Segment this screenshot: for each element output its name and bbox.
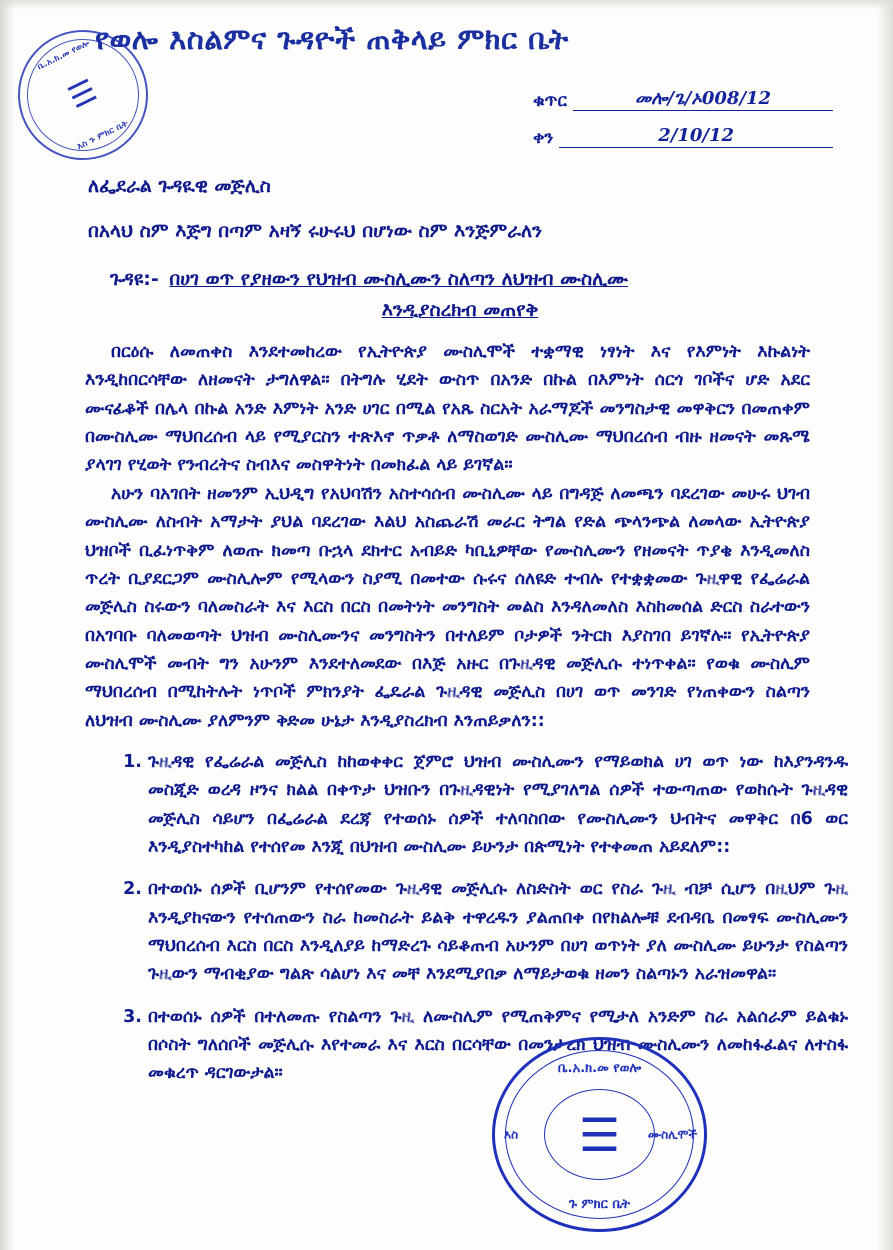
bismillah-line: በአላህ ስም እጅግ በጣም አዛኝ ሩሁሩህ በሆነው ስም እንጅምራለን (88, 220, 543, 242)
reference-date-row (533, 125, 833, 148)
body-paragraph-1 (85, 338, 810, 480)
reference-number-label: ቁጥር (533, 91, 567, 111)
stamp-left-text: እስ (504, 1127, 519, 1141)
addressee-line: ለፌደራል ጉዳዪዊ መጅሊስ (88, 175, 271, 197)
subject-block (110, 265, 810, 324)
official-stamp-bottom (492, 1037, 707, 1232)
body-paragraph-1-text: በርዕሱ ለመጠቀስ እንደተመከረው የኢትዮጵያ ሙስሊሞች ተቋማዊ ነፃነት እና የእምነት እኩልነት እንዲከበርሳቸው ለዘመናት ታግለዋል። በትግሉ ሂደት ውስጥ በአንድ በኩል በእምነት ሰርጎ ገቦችና ሆድ አደር ሙናፊቆች በሌላ በኩል አንድ እምነት አንድ ሀገር በሚል የአጼ ስርአት አራማጆች መንግስታዊ መዋቅርን በመጠቀም በሙስሊሙ ማህበረሰብ ላይ የሚያርስን ተጽእኖ ጥቃቶ ለማስወገድ ሙስሊሙ ማህበረሰብ ብዙ ዘመናት መጹሜ ያላገገ የሂወት የንብረትና ስብእና መስዋትነት በመክፈል ላይ ይገኛል። (85, 342, 810, 476)
body-paragraph-2-text: አሁን ባአገበት ዘመንም ኢህዲግ የአህባሽን አስተሳሰብ ሙስሊሙ ላይ በግዳጅ ለመጫን ባደረገው መሁሩ ህገብ ሙስሊሙ ለስብት አማታት ያህል ባደረገው እልህ አስጨራሽ መራር ትግል የድል ጭላንጭል ለመላው ኢትዮጵያ ህዝቦች ቢፈነጥቅም ለወጡ ክመጣ ቡኋላ ደክተር አብይድ ካቢኒዎቸው የሙስሊሙን የዘመናት ጥያቄ እንዲመለስ ጥረት ቢያደርጋም ሙስሊሎም የሚላውን ስያሚ በመተው ሱሩና ሰለዩድ ተብሉ የተቋቋመው ጉዚዋዊ የፌሬራል መጅሊስ ስሩውን ባለመስራት እና እርስ በርስ በመትነት መንግስት መልስ እንዳለመለስ እስከመሰል ድርስ ስራተውን በአገባቡ ባለመወጣት ህዝብ ሙስሊሙንና መንግስትን በተለይም ቦታዎች ንትርክ እያስገበ ይገኛሉ። የኢትዮጵያ ሙስሊሞች መብት ግን አሁንም እንደተለመደው በእጅ አዙር በጉዚዳዊ መጅሊሱ ተነጥቀል። የወቁ ሙስሊም ማህበረሰብ በሚከትሉት ነጥቦች ምክንያት ፌዴራል ጉዚዳዊ መጅሊስ በሀገ ወጥ መንገድ የነጠቀውን ስልጣን ለህዝብ ሙስሊሙ ያለምንም ቅድመ ሁኔታ እንዲያስረክብ እንጠይቃለን:: (85, 484, 810, 731)
stamp-bottom-text: እስ ጉ ምክር ቤት (75, 119, 130, 153)
paper-edge-right (877, 0, 893, 1250)
list-item-text: ጉዚዳዊ የፌሬራል መጅሊስ ከከወቀቀር ጀምሮ ህዝብ ሙስሊሙን የማይወክል ሀገ ወጥ ነው ከእያንዳንዱ መስጂድ ወረዳ ዞንና ክልል በቀጥታ ህዝቡን በጉዚዳዊነት የሚያገለግል ሰዎች ተውጣጠው የወከሱት ጉዚዳዊ መጅሊስ ሳይሆን በፌሬራል ደረጃ የተወሰኑ ሰዎች ተለባስበው የሙስሊሙን ህብትና መዋቅር በ6 ወር እንዲያስተካከል የተሰየመ እንጂ በህዝብ ሙስሊሙ ይሁንታ በጵሚነት የተቀመጠ አይደለም:: (148, 752, 848, 858)
list-item (148, 875, 848, 988)
stamp-top-text: ቤ.አ.ክ.መ የወሎ (557, 1061, 642, 1076)
stamp-top-text: ቤ.አ.ክ.መ የወሎ (36, 38, 92, 73)
subject-text-line1: በሀገ ወጥ የያዘውን የህዝብ ሙስሊሙን ስለጣን ለህዝብ ሙስሊሙ (169, 268, 628, 290)
reference-number-value: መሎ/ጌ/ኦ008/12 (573, 88, 833, 111)
paper-edge-top (0, 0, 893, 10)
paper-edge-left (0, 0, 14, 1250)
subject-label: ጉዳዩ:- (110, 268, 159, 290)
reference-date-value: 2/10/12 (559, 125, 833, 148)
subject-text-line2: እንዲያስረክብ መጠየቅ (381, 298, 539, 321)
body-paragraph-2 (85, 480, 810, 735)
list-item (148, 748, 848, 861)
mosque-emblem-icon: ☰ (63, 72, 103, 117)
letterhead-title: የወሎ እስልምና ጉዳዮች ጠቅላይ ምክር ቤት (95, 22, 569, 56)
numbered-list (112, 748, 848, 1102)
mosque-emblem-icon: ☰ (578, 1107, 621, 1162)
list-item-text: በተወሰኑ ሰዎች በተለመጡ የስልጣን ጉዚ ለሙስሊም የሚጠቅምና የሚታለ አንድም ስራ አልሰራም ይልቁኑ በሶስት ግለሰቦች መጅሊሱ እየተመራ እና እርስ በርሳቸው በመንታረክ ህዝብ ሙስሊሙን ለመከፋፈልና ለተስፋ መቁረጥ ዳርገውታል። (148, 1006, 848, 1084)
reference-number-row (533, 88, 833, 111)
list-item-text: በተወሰኑ ሰዎች ቢሆንም የተሰየመው ጉዚዳዊ መጅሊሱ ለስድስት ወር የስራ ጉዚ ብቻ ሲሆን በዚህም ጉዚ እንዲያከናውን የተሰጠውን ስራ ከመስራት ይልቅ ተዋረዱን ያልጠበቀ በየክልሎቹ ደብዳቤ በመፃፍ ሙስሊሙን ማህበረሰብ እርስ በርስ እንዲለያይ ከማድረጉ ሳይቆጠብ አሁንም በሀገ ወጥነት ያለ ሙስሊሙ ይሁንታ የስልጣን ጉዚውን ማብቂያው ግልጽ ሳልሆነ እና መቸ እንደሚያበቃ ለማይታወቁ ዘመን ስልጣኑን አራዝመዋል። (148, 879, 848, 985)
reference-block (533, 88, 833, 162)
stamp-bottom-text: ጉ ምክር ቤት (568, 1197, 631, 1212)
reference-date-label: ቀን (533, 128, 554, 148)
stamp-right-text: ሙስሊሞች (647, 1127, 697, 1141)
